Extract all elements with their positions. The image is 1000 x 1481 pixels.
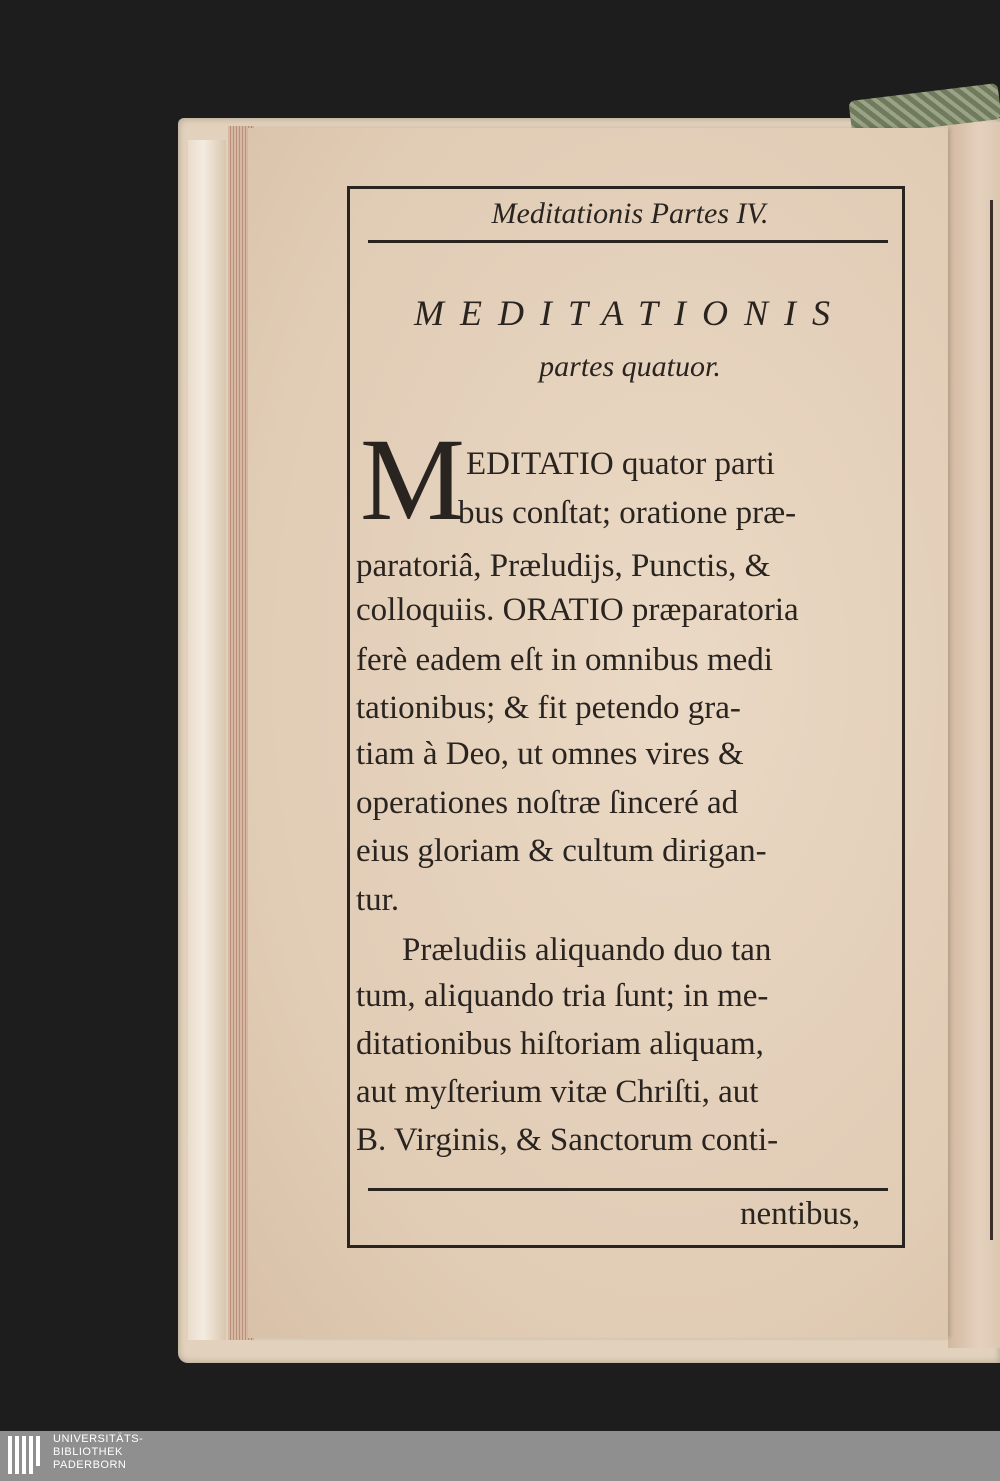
text-line: aut myſterium vitæ Chriſti, aut — [356, 1074, 759, 1110]
library-name-line: PADERBORN — [53, 1459, 127, 1471]
page-title: MEDITATIONIS — [414, 293, 846, 333]
text-line: eius gloriam & cultum dirigan- — [356, 833, 767, 869]
page-subtitle: partes quatuor. — [539, 350, 721, 383]
text-line: B. Virginis, & Sanctorum conti- — [356, 1122, 779, 1158]
text-line: tur. — [356, 882, 400, 918]
text-line: ferè eadem eſt in omnibus medi — [356, 642, 773, 678]
text-line: tum, aliquando tria ſunt; in me- — [356, 978, 769, 1014]
library-logo-icon — [8, 1436, 46, 1476]
foot-rule — [368, 1188, 888, 1191]
head-rule — [368, 240, 888, 243]
facing-page-rule — [990, 200, 993, 1240]
text-line: bus conſtat; oratione præ- — [458, 495, 797, 531]
library-footer-bar — [0, 1431, 1000, 1481]
text-line: paratoriâ, Præludijs, Punctis, & — [356, 548, 771, 584]
text-line: colloquiis. ORATIO præparatoria — [356, 592, 799, 628]
text-line: tationibus; & fit petendo gra- — [356, 690, 741, 726]
library-name-line: BIBLIOTHEK — [53, 1446, 123, 1458]
running-head: Meditationis Partes IV. — [491, 197, 769, 230]
text-line: tiam à Deo, ut omnes vires & — [356, 736, 744, 772]
library-logo-text — [53, 1433, 143, 1472]
drop-cap: M — [360, 414, 465, 545]
text-line: operationes noſtræ ſinceré ad — [356, 785, 739, 821]
text-line: EDITATIO quator parti — [466, 446, 775, 482]
catchword: nentibus, — [740, 1196, 861, 1232]
library-name-line: UNIVERSITÄTS- — [53, 1433, 144, 1445]
book-spine-strip — [188, 140, 226, 1340]
text-line: Præludiis aliquando duo tan — [402, 932, 772, 968]
text-line: ditationibus hiſtoriam aliquam, — [356, 1026, 764, 1062]
